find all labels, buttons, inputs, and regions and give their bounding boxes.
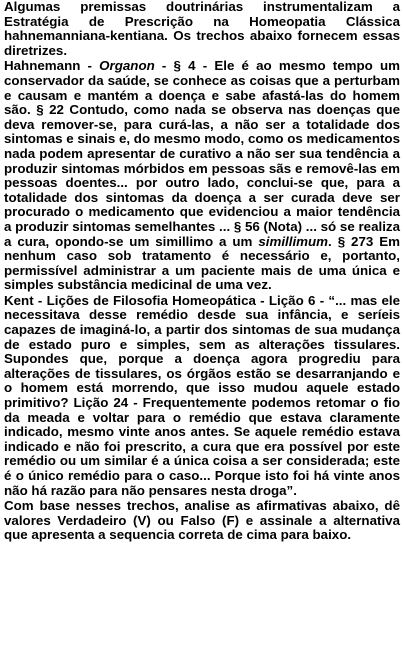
hahnemann-heading: Hahnemann - bbox=[4, 58, 100, 74]
hahnemann-paragraph bbox=[4, 59, 400, 293]
organon-title: Organon bbox=[99, 58, 155, 74]
instruction-paragraph: Com base nesses trechos, analise as afirmativas abaixo, dê valores Verdadeiro (V) ou Falso (F) e assinale a alternativa que apresenta a sequencia correta de cima para baixo. bbox=[4, 498, 400, 543]
hahnemann-text-2: . § 273 Em nenhum caso sob tratamento é necessário e, portanto, permissível administrar a um paciente mais de uma única e simples substância medicinal de uma vez. bbox=[4, 233, 401, 293]
intro-paragraph: Algumas premissas doutrinárias instrumentalizam a Estratégia de Prescrição na Homeopatia Clássica hahnemanniana-kentiana. Os trechos abaixo fornecem essas diretrizes. bbox=[4, 0, 400, 58]
hahnemann-text-1: - § 4 - Ele é ao mesmo tempo um conservador da saúde, se conhece as coisas que a perturbam e causam e mantém a doença e sabe afastá-las do homem são. § 22 Contudo, como nada se observa nas doenças que deva remover-se, para curá-las, a não ser a totalidade dos sintomas e sinais e, do mesmo modo, como os medicamentos nada podem apresentar de curativo a não ser sua tendência a produzir sintomas mórbidos em pessoas sãs e removê-las em pessoas doentes... por outro lado, conclui-se que, para a totalidade dos sintomas da doença a ser curada deve ser procurado o medicamento que evidenciou a maior tendência a produzir sintomas semelhantes ... § 56 (Nota) ... só se realiza a cura, opondo-se um simillimo a um bbox=[4, 58, 400, 249]
simillimum-term: simillimum bbox=[258, 233, 329, 249]
kent-paragraph: Kent - Lições de Filosofia Homeopática - Lição 6 - “... mas ele necessitava desse remédio desde sua infância, e seríeis capazes de imaginá-lo, a partir dos sintomas de sua mudança de estado puro e simples, sem as alterações tissulares. Supondes que, porque a doença agora progrediu para alterações de tissulares, os órgãos estão se desarranjando e o homem está morrendo, que isso mudou aquele estado primitivo? Lição 24 - Frequentemente podemos retomar o fio da meada e voltar para o remédio que estava claramente indicado, mesmo vinte anos antes. Se aquele remédio estava indicado e não foi prescrito, a cura que era possível por este remédio ou um similar é a única coisa a ser considerada; este é o único remédio para o caso... Porque isto foi há vinte anos não há razão para não pensares nesta droga”. bbox=[4, 292, 400, 498]
